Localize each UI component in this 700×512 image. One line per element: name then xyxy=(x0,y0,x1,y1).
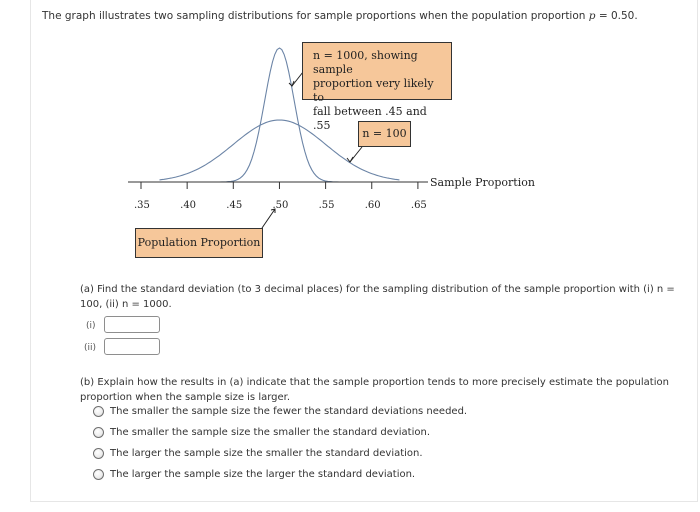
option-3-label: The larger the sample size the smaller the standard deviation. xyxy=(110,447,423,459)
callout-n-1000 xyxy=(302,42,452,132)
intro-text: The graph illustrates two sampling distributions for sample proportions when the population proportion p = 0.50. xyxy=(42,10,638,22)
x-tick-label: .55 xyxy=(318,200,335,211)
x-tick-label: .40 xyxy=(180,200,197,211)
x-axis-ticks xyxy=(141,182,418,189)
option-1-label: The smaller the sample size the fewer the standard deviations needed. xyxy=(110,405,468,417)
part-a-question: (a) Find the standard deviation (to 3 decimal places) for the sampling distribution of the sample proportion with (i) n = 100, (ii) n = 1000. xyxy=(80,284,675,310)
x-axis-title: Sample Proportion xyxy=(430,176,535,189)
option-1[interactable] xyxy=(93,404,467,418)
answer-i-label: (i) xyxy=(86,321,96,331)
answer-ii-input[interactable] xyxy=(104,338,160,355)
option-2-label: The smaller the sample size the smaller the standard deviation. xyxy=(110,426,430,438)
callout-n-100: n = 100 xyxy=(358,121,411,147)
callout-1000-line-3: fall between .45 and .55 xyxy=(313,105,427,132)
x-tick-label: .35 xyxy=(134,200,150,211)
callout-1000-line-2: proportion very likely to xyxy=(313,77,434,104)
radio-icon[interactable] xyxy=(93,406,104,417)
radio-icon[interactable] xyxy=(93,469,104,480)
callout-1000-line-1: n = 1000, showing sample xyxy=(313,49,418,76)
option-3[interactable] xyxy=(93,446,423,460)
population-pointer xyxy=(262,209,275,228)
x-tick-label: .65 xyxy=(410,200,427,211)
part-b-question: (b) Explain how the results in (a) indicate that the sample proportion tends to more precisely estimate the population proportion when the sample size is larger. xyxy=(80,377,669,403)
radio-icon[interactable] xyxy=(93,427,104,438)
option-4-label: The larger the sample size the larger the standard deviation. xyxy=(110,468,416,480)
option-4[interactable] xyxy=(93,467,415,481)
radio-icon[interactable] xyxy=(93,448,104,459)
option-2[interactable] xyxy=(93,425,430,439)
answer-i-input[interactable] xyxy=(104,316,160,333)
x-tick-label: .50 xyxy=(272,200,289,211)
x-tick-label: .45 xyxy=(226,200,243,211)
answer-ii-label: (ii) xyxy=(84,343,97,353)
population-proportion-label: Population Proportion xyxy=(135,228,263,258)
x-tick-label: .60 xyxy=(364,200,381,211)
